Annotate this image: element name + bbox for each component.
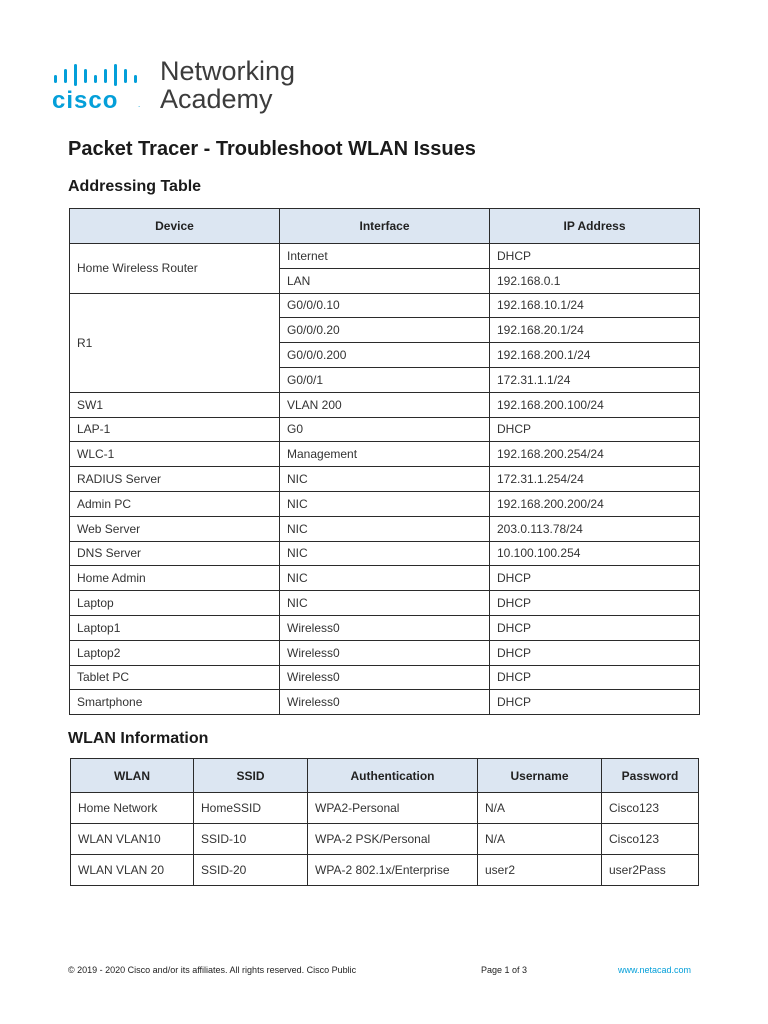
ip-address-cell: 192.168.200.254/24 bbox=[490, 442, 700, 467]
table-row bbox=[70, 244, 700, 269]
column-header-username: Username bbox=[478, 759, 602, 793]
ip-address-cell: DHCP bbox=[490, 417, 700, 442]
ip-address-cell: 192.168.10.1/24 bbox=[490, 293, 700, 318]
table-row bbox=[70, 615, 700, 640]
ip-address-cell: 10.100.100.254 bbox=[490, 541, 700, 566]
table-row bbox=[70, 417, 700, 442]
interface-cell: Wireless0 bbox=[280, 640, 490, 665]
column-header-authentication: Authentication bbox=[308, 759, 478, 793]
interface-cell: Wireless0 bbox=[280, 665, 490, 690]
ip-address-cell: 192.168.200.200/24 bbox=[490, 491, 700, 516]
table-row bbox=[70, 491, 700, 516]
addressing-table-body bbox=[70, 244, 700, 715]
device-cell: RADIUS Server bbox=[70, 467, 280, 492]
table-row bbox=[70, 467, 700, 492]
ip-address-cell: DHCP bbox=[490, 690, 700, 715]
table-row bbox=[71, 824, 699, 855]
wlan-cell: WLAN VLAN10 bbox=[71, 824, 194, 855]
footer-page-number: Page 1 of 3 bbox=[481, 965, 528, 975]
ip-address-cell: 192.168.20.1/24 bbox=[490, 318, 700, 343]
ssid-cell: HomeSSID bbox=[194, 793, 308, 824]
interface-cell: VLAN 200 bbox=[280, 392, 490, 417]
device-cell: LAP-1 bbox=[70, 417, 280, 442]
interface-cell: NIC bbox=[280, 591, 490, 616]
cisco-networking-academy-logo bbox=[52, 56, 312, 118]
table-row bbox=[70, 591, 700, 616]
username-cell: N/A bbox=[478, 824, 602, 855]
column-header-ip-address: IP Address bbox=[490, 209, 700, 244]
table-row bbox=[70, 293, 700, 318]
interface-cell: Wireless0 bbox=[280, 615, 490, 640]
cisco-wordmark: cisco bbox=[52, 87, 119, 114]
device-cell: Smartphone bbox=[70, 690, 280, 715]
column-header-ssid: SSID bbox=[194, 759, 308, 793]
ip-address-cell: 192.168.200.1/24 bbox=[490, 343, 700, 368]
interface-cell: NIC bbox=[280, 516, 490, 541]
column-header-password: Password bbox=[602, 759, 699, 793]
ip-address-cell: 203.0.113.78/24 bbox=[490, 516, 700, 541]
ip-address-cell: DHCP bbox=[490, 640, 700, 665]
authentication-cell: WPA-2 802.1x/Enterprise bbox=[308, 855, 478, 886]
table-row bbox=[70, 442, 700, 467]
device-cell: DNS Server bbox=[70, 541, 280, 566]
ip-address-cell: 192.168.200.100/24 bbox=[490, 392, 700, 417]
password-cell: Cisco123 bbox=[602, 824, 699, 855]
table-row bbox=[70, 665, 700, 690]
table-row bbox=[70, 392, 700, 417]
interface-cell: G0/0/0.200 bbox=[280, 343, 490, 368]
interface-cell: G0/0/0.20 bbox=[280, 318, 490, 343]
footer-copyright: © 2019 - 2020 Cisco and/or its affiliates. All rights reserved. Cisco Public bbox=[68, 965, 357, 975]
device-cell: Home Admin bbox=[70, 566, 280, 591]
table-row bbox=[70, 541, 700, 566]
column-header-interface: Interface bbox=[280, 209, 490, 244]
interface-cell: NIC bbox=[280, 491, 490, 516]
ip-address-cell: DHCP bbox=[490, 665, 700, 690]
ssid-cell: SSID-10 bbox=[194, 824, 308, 855]
interface-cell: G0 bbox=[280, 417, 490, 442]
wlan-information-heading: WLAN Information bbox=[68, 730, 209, 747]
table-row bbox=[71, 793, 699, 824]
interface-cell: G0/0/1 bbox=[280, 367, 490, 392]
device-cell: Tablet PC bbox=[70, 665, 280, 690]
column-header-wlan: WLAN bbox=[71, 759, 194, 793]
cisco-bars-icon bbox=[54, 64, 146, 86]
interface-cell: LAN bbox=[280, 268, 490, 293]
device-cell: R1 bbox=[70, 293, 280, 392]
cisco-trademark-dot: . bbox=[138, 100, 141, 109]
interface-cell: NIC bbox=[280, 541, 490, 566]
column-header-device: Device bbox=[70, 209, 280, 244]
device-cell: Web Server bbox=[70, 516, 280, 541]
interface-cell: NIC bbox=[280, 566, 490, 591]
table-row bbox=[70, 640, 700, 665]
device-cell: WLC-1 bbox=[70, 442, 280, 467]
username-cell: user2 bbox=[478, 855, 602, 886]
device-cell: Laptop2 bbox=[70, 640, 280, 665]
table-row bbox=[71, 855, 699, 886]
wlan-information-table bbox=[70, 758, 699, 886]
addressing-table-heading: Addressing Table bbox=[68, 178, 202, 195]
interface-cell: NIC bbox=[280, 467, 490, 492]
ip-address-cell: DHCP bbox=[490, 566, 700, 591]
page-title: Packet Tracer - Troubleshoot WLAN Issues bbox=[68, 138, 476, 160]
device-cell: Home Wireless Router bbox=[70, 244, 280, 294]
ip-address-cell: 172.31.1.1/24 bbox=[490, 367, 700, 392]
table-row bbox=[70, 516, 700, 541]
username-cell: N/A bbox=[478, 793, 602, 824]
device-cell: Admin PC bbox=[70, 491, 280, 516]
wlan-table-header-row bbox=[71, 759, 699, 793]
table-row bbox=[70, 566, 700, 591]
interface-cell: Wireless0 bbox=[280, 690, 490, 715]
footer-website-link[interactable]: www.netacad.com bbox=[618, 965, 692, 975]
password-cell: user2Pass bbox=[602, 855, 699, 886]
addressing-table bbox=[69, 208, 700, 715]
device-cell: SW1 bbox=[70, 392, 280, 417]
ip-address-cell: DHCP bbox=[490, 591, 700, 616]
device-cell: Laptop bbox=[70, 591, 280, 616]
password-cell: Cisco123 bbox=[602, 793, 699, 824]
ip-address-cell: 192.168.0.1 bbox=[490, 268, 700, 293]
ip-address-cell: DHCP bbox=[490, 244, 700, 269]
ip-address-cell: DHCP bbox=[490, 615, 700, 640]
wlan-cell: WLAN VLAN 20 bbox=[71, 855, 194, 886]
authentication-cell: WPA-2 PSK/Personal bbox=[308, 824, 478, 855]
ssid-cell: SSID-20 bbox=[194, 855, 308, 886]
interface-cell: G0/0/0.10 bbox=[280, 293, 490, 318]
interface-cell: Internet bbox=[280, 244, 490, 269]
wlan-cell: Home Network bbox=[71, 793, 194, 824]
addressing-table-header-row bbox=[70, 209, 700, 244]
logo-academy-text: Academy bbox=[160, 84, 273, 114]
table-row bbox=[70, 690, 700, 715]
authentication-cell: WPA2-Personal bbox=[308, 793, 478, 824]
interface-cell: Management bbox=[280, 442, 490, 467]
ip-address-cell: 172.31.1.254/24 bbox=[490, 467, 700, 492]
logo-networking-text: Networking bbox=[160, 56, 296, 86]
wlan-table-body bbox=[71, 793, 699, 886]
device-cell: Laptop1 bbox=[70, 615, 280, 640]
